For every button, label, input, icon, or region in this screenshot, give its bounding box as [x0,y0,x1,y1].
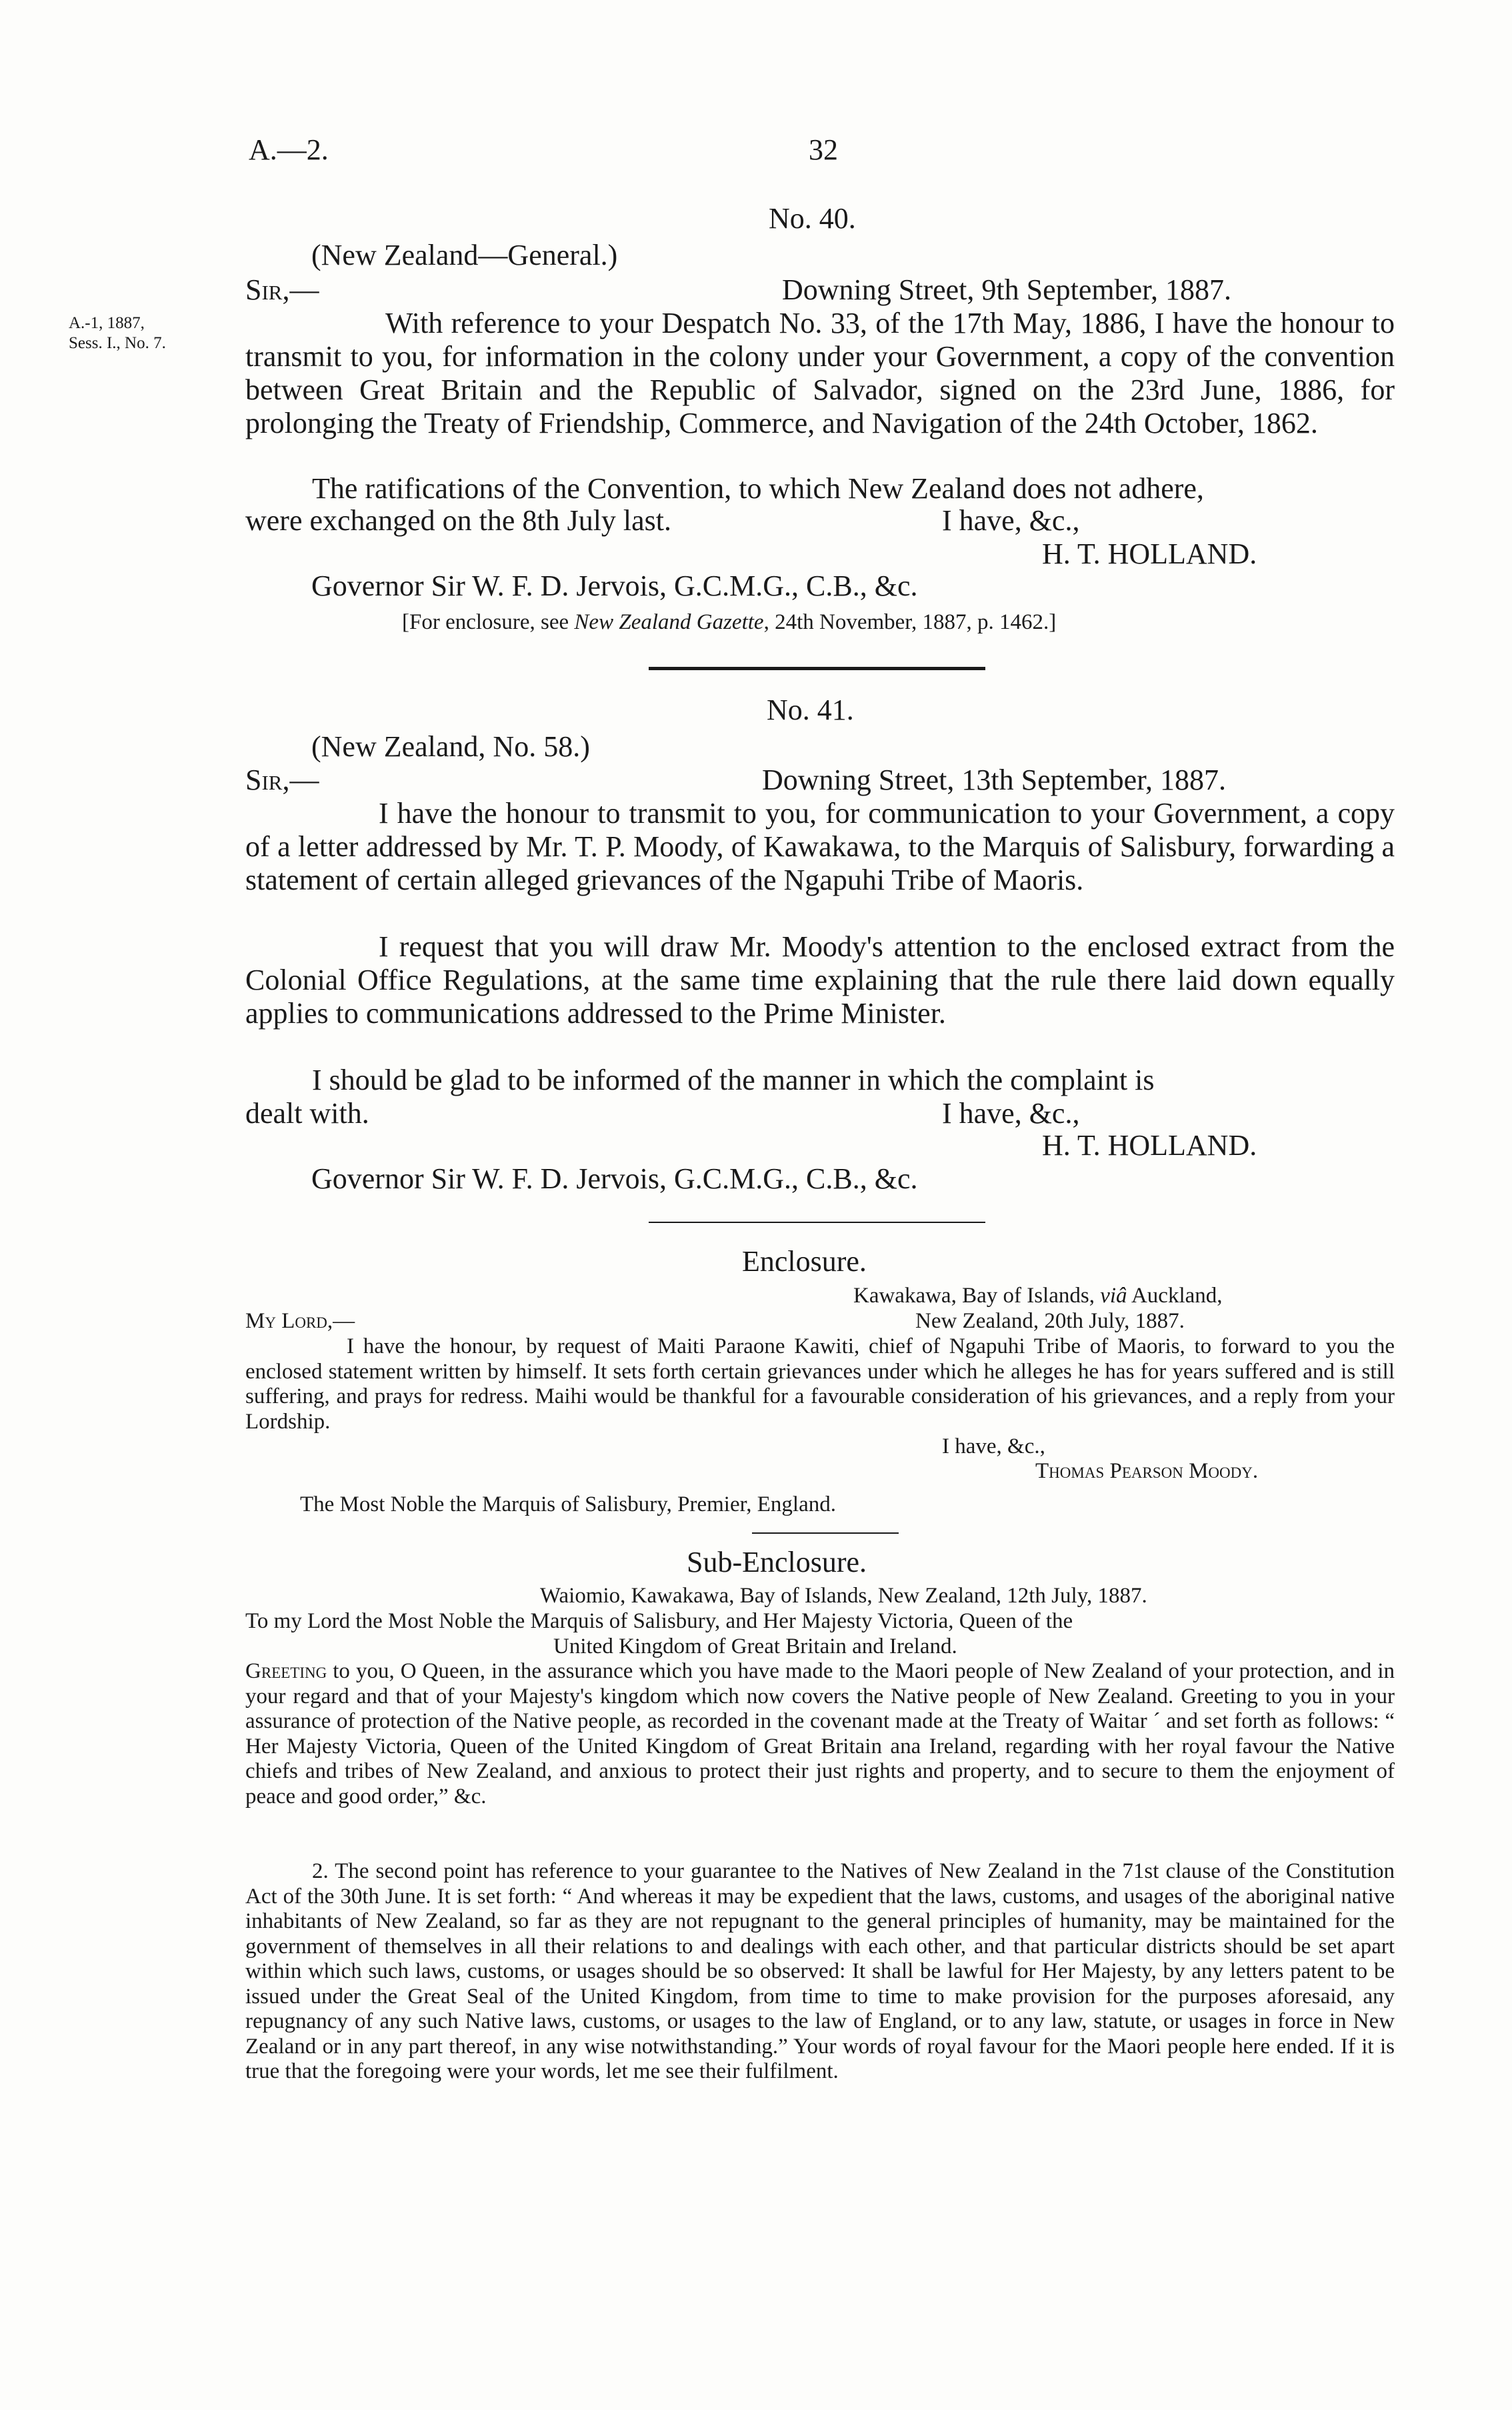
letter-41-signature: H. T. HOLLAND. [1042,1129,1257,1162]
margin-note-line-1: A.-1, 1887, [69,314,145,332]
letter-41-paragraph-3-end: dealt with. [245,1097,369,1130]
letter-40-number: No. 40. [769,202,856,235]
letter-40-enclosure-note: [For enclosure, see New Zealand Gazette, 24th November, 1887, p. 1462.] [402,610,1057,634]
letter-40-salutation: Sir,— [245,273,319,306]
section-divider-bold [649,667,985,670]
letter-41-paragraph-1: I have the honour to transmit to you, for communication to your Government, a copy of a letter addressed by Mr. T. P. Moody, of Kawakawa, to the Marquis of Salisbury, forwarding a statement of certain alleged grievances of the Ngapuhi Tribe of Maoris. [245,797,1395,896]
enclosure-heading: Enclosure. [742,1245,867,1278]
letter-40-paragraph-2-end: were exchanged on the 8th July last. [245,504,672,537]
letter-40-date-line: Downing Street, 9th September, 1887. [782,273,1232,306]
sub-enclosure-address-line-1: To my Lord the Most Noble the Marquis of Salisbury, and Her Majesty Victoria, Queen of the [245,1609,1073,1633]
gazette-title: New Zealand Gazette [574,610,764,634]
letter-41-closing: I have, &c., [942,1097,1080,1130]
letter-41-addressee: Governor Sir W. F. D. Jervois, G.C.M.G., C.B., &c. [311,1162,918,1195]
letter-41-paragraph-2: I request that you will draw Mr. Moody's attention to the enclosed extract from the Colonial Office Regulations, at the same time explaining that the rule there laid down equally applies to communications addressed to the Prime Minister. [245,930,1395,1030]
enclosure-address-line-1: Kawakawa, Bay of Islands, viâ Auckland, [853,1284,1223,1308]
document-reference: A.—2. [249,133,329,166]
letter-40-series: (New Zealand—General.) [311,239,618,271]
subsection-divider [752,1532,899,1534]
letter-41-number: No. 41. [767,694,854,726]
letter-40-paragraph-1: With reference to your Despatch No. 33, of the 17th May, 1886, I have the honour to transmit to you, for information in the colony under your Government, a copy of the convention between Great Britain and the Republic of Salvador, signed on the 23rd June, 1886, for prolonging the Treaty of Friendship, Commerce, and Navigation of the 24th October, 1862. [245,307,1395,439]
letter-40-signature: H. T. HOLLAND. [1042,537,1257,570]
letter-41-date-line: Downing Street, 13th September, 1887. [762,764,1227,796]
margin-note-line-2: Sess. I., No. 7. [69,334,166,352]
page-number: 32 [809,133,838,166]
margin-note [69,313,222,353]
enclosure-signature: Thomas Pearson Moody. [1035,1459,1259,1483]
sub-enclosure-paragraph-1: Greeting to you, O Queen, in the assurance which you have made to the Maori people of New Zealand of your protection, and in your regard and that of your Majesty's kingdom which now covers the Native people of New Zealand. Greeting to you in your assurance of protection of the Native people, as recorded in the covenant made at the Treaty of Waitar ´ and set forth as follows: “ Her Majesty Victoria, Queen of the United Kingdom of Great Britain ana Ireland, regarding with her royal favour the Native chiefs and tribes of New Zealand, and anxious to protect their just rights and property, and to secure to them the enjoyment of peace and good order,” &c. [245,1659,1395,1809]
letter-40-paragraph-2: The ratifications of the Convention, to which New Zealand does not adhere, [312,472,1204,505]
letter-41-salutation: Sir,— [245,764,319,796]
letter-41-paragraph-3: I should be glad to be informed of the manner in which the complaint is [312,1064,1155,1096]
enclosure-address-line-2: New Zealand, 20th July, 1887. [915,1309,1185,1333]
sub-enclosure-address-line-2: United Kingdom of Great Britain and Ireland. [553,1634,957,1658]
greeting-word: Greeting [245,1659,327,1683]
enclosure-addressee: The Most Noble the Marquis of Salisbury, Premier, England. [300,1492,836,1516]
letter-40-closing: I have, &c., [942,504,1080,537]
section-divider [649,1222,985,1223]
letter-40-addressee: Governor Sir W. F. D. Jervois, G.C.M.G., C.B., &c. [311,569,918,602]
sub-enclosure-paragraph-2: 2. The second point has reference to your guarantee to the Natives of New Zealand in the 71st clause of the Constitution Act of the 30th June. It is set forth: “ And whereas it may be expedient that the laws, customs, and usages of the aboriginal native inhabitants of New Zealand, so far as they are not repugnant to the general principles of humanity, may be maintained for the government of themselves in all their relations to and dealings with each other, and that particular districts should be set apart within which such laws, customs, or usages should be so observed: It shall be lawful for Her Majesty, by any letters patent to be issued under the Great Seal of the United Kingdom, from time to time to make provision for the purposes aforesaid, any repugnancy of any such Native laws, customs, or usages to the law of England, or to any law, statute, or usages in force in New Zealand or in any part thereof, in any wise notwithstanding.” Your words of royal favour for the Maori people here ended. If it is true that the foregoing were your words, let me see their fulfilment. [245,1859,1395,2083]
letter-41-series: (New Zealand, No. 58.) [311,730,590,763]
enclosure-closing: I have, &c., [942,1434,1045,1458]
enclosure-body: I have the honour, by request of Maiti Paraone Kawiti, chief of Ngapuhi Tribe of Maoris, to forward to you the enclosed statement written by himself. It sets forth certain grievances under which he alleges he has for years suffered and is still suffering, and prays for redress. Maihi would be thankful for a favourable consideration of his grievances, and a reply from your Lordship. [245,1334,1395,1434]
sub-enclosure-place-date: Waiomio, Kawakawa, Bay of Islands, New Zealand, 12th July, 1887. [540,1584,1147,1608]
enclosure-salutation: My Lord,— [245,1309,355,1333]
sub-enclosure-heading: Sub-Enclosure. [687,1546,867,1578]
